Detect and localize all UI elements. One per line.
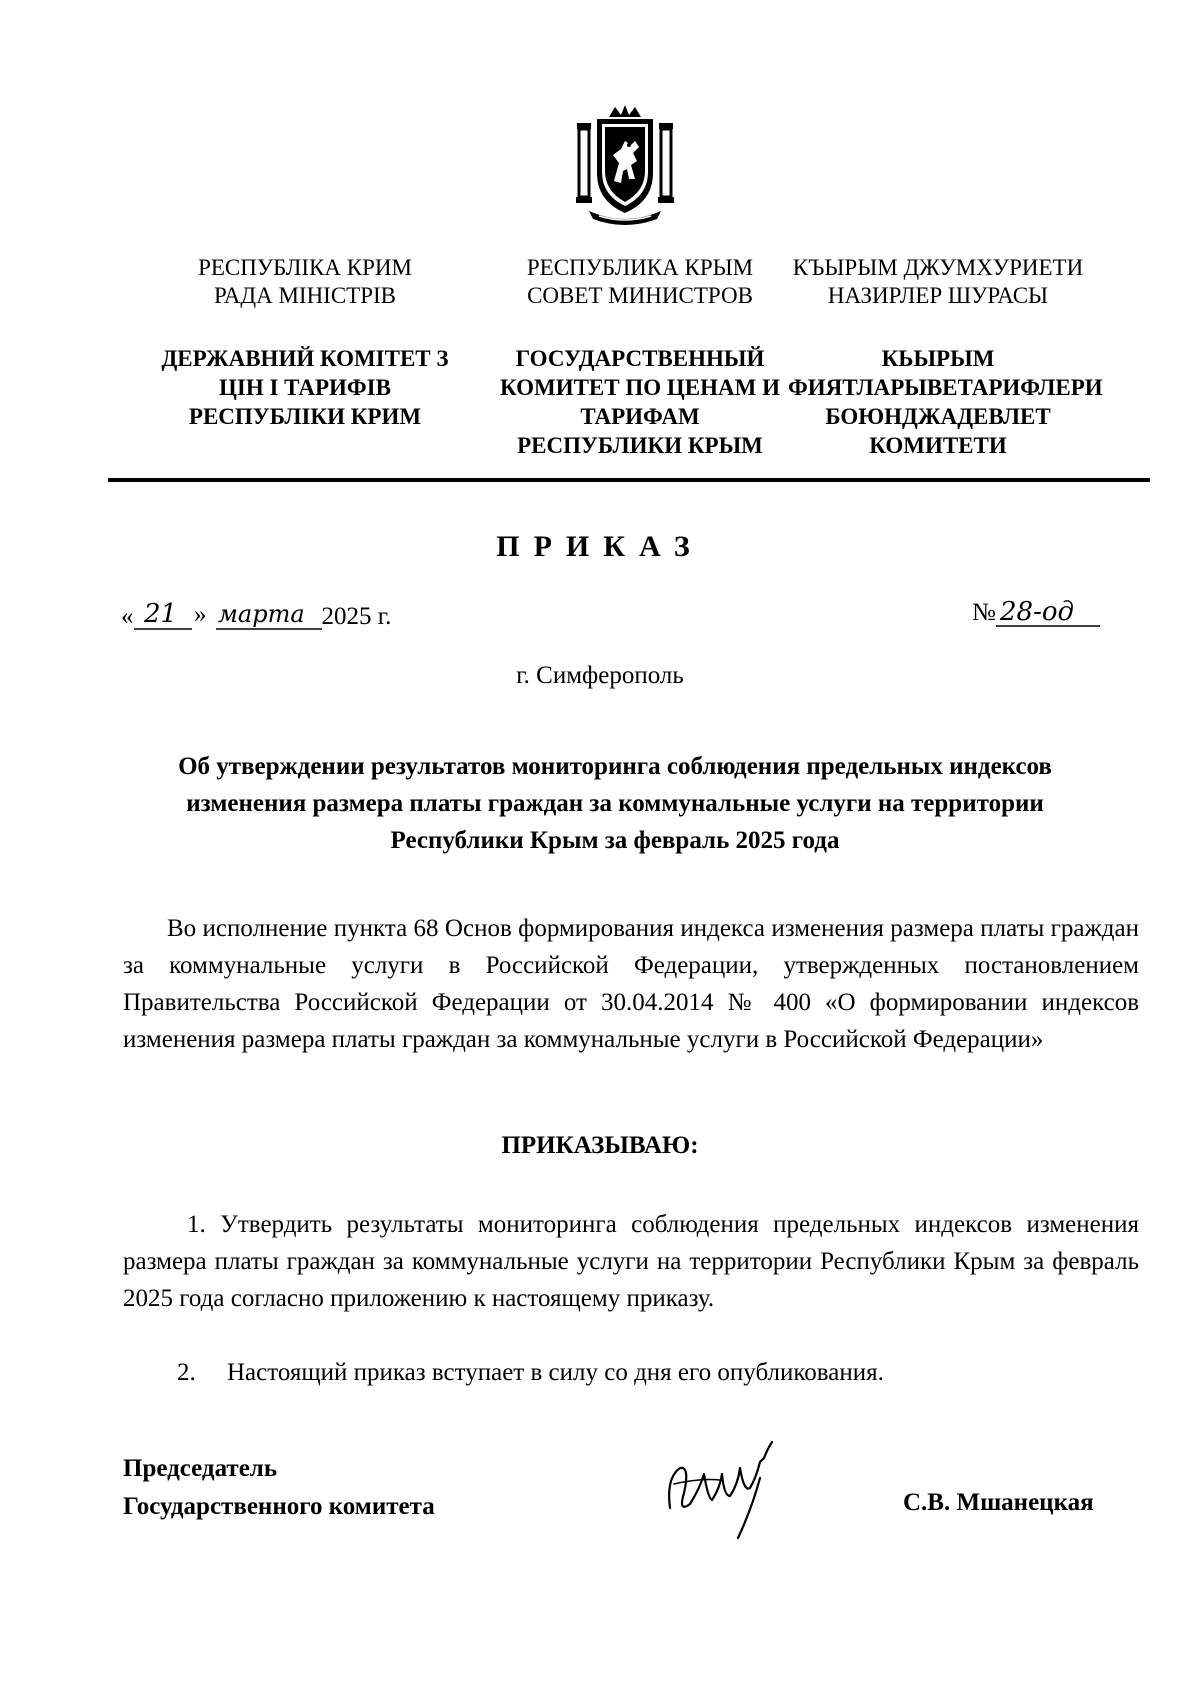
header-crh-line2: НАЗИРЛЕР ШУРАСЫ [827, 283, 1049, 308]
header-crh-committee-line: ФИЯТЛАРЫВЕТАРИФЛЕРИ [788, 375, 1103, 400]
header-ru-committee-line: РЕСПУБЛИКИ КРЫМ [517, 433, 763, 458]
coat-of-arms [569, 103, 681, 228]
order-item-2 [177, 1354, 1077, 1391]
order-item-text: Утвердить результаты мониторинга соблюдения предельных индексов изменения размера платы граждан за коммунальные услуги на территории Республики Крым за февраль 2025 года согласно приложению к настоящему приказу. [123, 1211, 1139, 1312]
document-subject: Об утверждении результатов мониторинга соблюдения предельных индексов изменения размера платы граждан за коммунальные услуги на территории Республики Крым за февраль 2025 года [178, 753, 1052, 854]
header-divider [108, 478, 1150, 482]
order-item-number: 2. [177, 1359, 196, 1386]
number-prefix: № [972, 599, 996, 626]
coat-of-arms-icon [569, 103, 681, 228]
header-ua-committee-line: ЦІН І ТАРИФІВ [219, 375, 391, 400]
header-ua-line1: РЕСПУБЛІКА КРИМ [198, 255, 412, 280]
document-date [121, 598, 391, 632]
preamble-paragraph: Во исполнение пункта 68 Основ формирования индекса изменения размера платы граждан за коммунальные услуги в Российской Федерации, утвержденных постановлением Правительства Российской Федерации от 30.04.2014 № 400 «О формировании индексов изменения размера платы граждан за коммунальные услуги в Российской Федерации» [123, 915, 1139, 1053]
handwritten-date [134, 598, 322, 632]
signatory-name: С.В. Мшанецкая [903, 1489, 1094, 1516]
header-crh-committee-line: КОМИТЕТИ [869, 433, 1007, 458]
number-value: 28-од [999, 598, 1074, 627]
date-close-quote: » [193, 601, 206, 628]
header-ru-committee-line: КОМИТЕТ ПО ЦЕНАМ И [500, 375, 780, 400]
header-ru-committee-line: ГОСУДАРСТВЕННЫЙ [515, 346, 765, 371]
header-crh-committee-line: КЬЫРЫМ [881, 346, 995, 371]
handwritten-number [996, 598, 1106, 650]
header-ukrainian [155, 254, 455, 431]
header-ua-line2: РАДА МІНІСТРІВ [213, 283, 397, 308]
document-city: г. Симферополь [516, 662, 684, 689]
document-number [972, 598, 1106, 650]
signature-icon [660, 1438, 800, 1543]
header-ru-line1: РЕСПУБЛИКА КРЫМ [526, 255, 754, 280]
header-ru-committee-line: ТАРИФАМ [580, 404, 700, 429]
date-open-quote: « [121, 603, 134, 630]
date-day: 21 [143, 599, 177, 629]
order-item-text: Настоящий приказ вступает в силу со дня его опубликования. [227, 1359, 884, 1386]
order-item-number: 1. [187, 1211, 206, 1238]
signatory-role-line2: Государственного комитета [123, 1493, 435, 1520]
header-ua-committee-line: ДЕРЖАВНИЙ КОМІТЕТ З [161, 346, 449, 371]
header-russian [490, 254, 790, 460]
header-crimean-tatar [788, 254, 1103, 460]
header-ua-committee [155, 344, 455, 431]
header-crh-committee-line: БОЮНДЖАДЕВЛЕТ [825, 404, 1051, 429]
header-crh-line1: КЪЫРЫМ ДЖУМХУРИЕТИ [792, 255, 1084, 280]
document-title: ПРИКАЗ [496, 530, 704, 563]
handwritten-signature [660, 1438, 800, 1543]
signatory-role [123, 1450, 435, 1526]
header-ru-committee [490, 344, 790, 460]
date-year: 2025 г. [321, 603, 392, 630]
signatory-role-line1: Председатель [123, 1455, 278, 1482]
header-crh-committee [788, 344, 1103, 460]
header-ru-line2: СОВЕТ МИНИСТРОВ [527, 283, 753, 308]
date-month: марта [217, 600, 305, 628]
order-heading: ПРИКАЗЫВАЮ: [501, 1132, 699, 1159]
header-ua-committee-line: РЕСПУБЛІКИ КРИМ [188, 404, 422, 429]
order-item-1 [123, 1206, 1139, 1317]
